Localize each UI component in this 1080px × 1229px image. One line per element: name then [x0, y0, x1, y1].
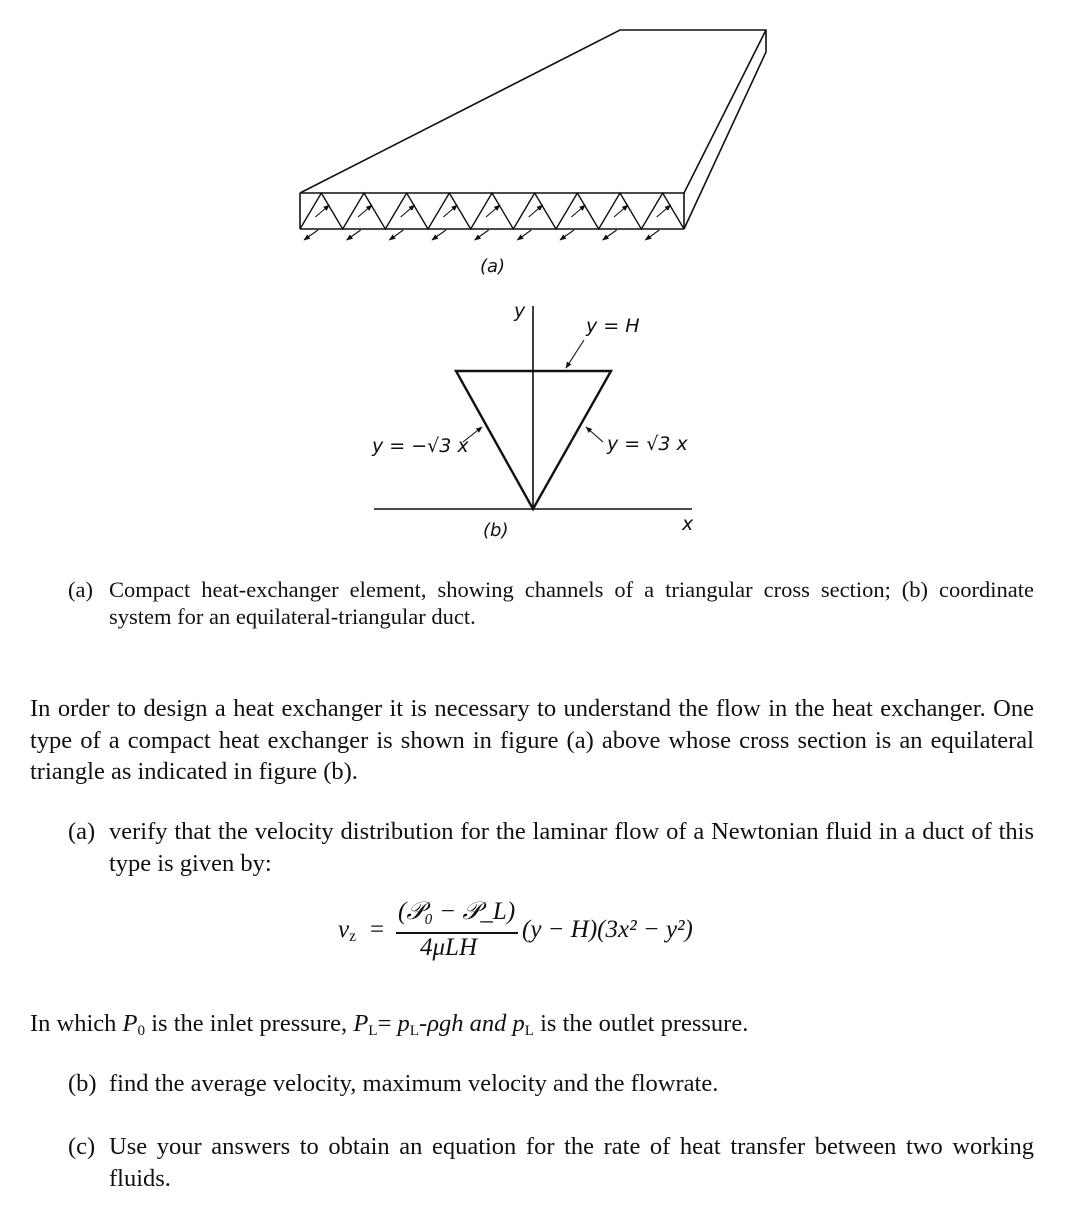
- line-top-label: y = H: [586, 315, 640, 337]
- flow-arrow-in: [657, 205, 671, 217]
- plate-outline: [300, 30, 766, 229]
- figure-a-label: (a): [480, 256, 506, 277]
- definitions-paragraph: In which $P_0$ is the inlet pressure, $P_L= p_L-\rho gh$ and $p_L$ is the outlet pressure.: [30, 1010, 749, 1039]
- caption-text: Compact heat-exchanger element, showing channels of a triangular cross section; (b) coordinate system for an equilateral-triangular duct.: [109, 577, 1034, 629]
- eq-rest: (y − H)(3x² − y²): [522, 916, 693, 943]
- flow-arrow-in: [401, 205, 415, 217]
- figure-caption: [68, 576, 1034, 630]
- flow-arrow-in: [358, 205, 372, 217]
- channel-zigzag: [300, 193, 684, 229]
- part-b: [68, 1068, 1034, 1100]
- coordinate-figure: [0, 290, 1080, 550]
- flow-arrow-in: [315, 205, 329, 217]
- flow-arrow-in: [614, 205, 628, 217]
- y-axis-label: y: [514, 300, 526, 322]
- eq-equals: =: [370, 916, 385, 943]
- pointer-right: [586, 427, 603, 442]
- eq-numerator: (𝒫₀ − 𝒫_L): [398, 898, 516, 925]
- part-c-tag: (c): [68, 1133, 96, 1160]
- line-right-label: y = √3 x: [607, 433, 688, 455]
- part-b-text: find the average velocity, maximum velocity and the flowrate.: [109, 1070, 719, 1097]
- flow-arrow-in: [571, 205, 585, 217]
- flow-arrow-in: [486, 205, 500, 217]
- flow-arrow-out: [645, 230, 659, 240]
- flow-arrow-out: [432, 230, 446, 240]
- caption-tag: (a): [68, 577, 93, 602]
- flow-arrow-in: [443, 205, 457, 217]
- flow-arrow-out: [475, 230, 489, 240]
- part-a: [68, 816, 1034, 879]
- flow-arrow-out: [389, 230, 403, 240]
- flow-arrow-out: [560, 230, 574, 240]
- flow-arrow-out: [517, 230, 531, 240]
- heat-exchanger-figure: [0, 0, 1080, 290]
- part-a-text: verify that the velocity distribution for the laminar flow of a Newtonian fluid in a duct of this type is given by:: [109, 818, 1034, 877]
- x-axis-label: x: [682, 513, 694, 535]
- part-c-text: Use your answers to obtain an equation for the rate of heat transfer between two working fluids.: [109, 1133, 1034, 1192]
- part-a-tag: (a): [68, 818, 96, 845]
- pointer-top: [566, 340, 584, 368]
- part-c: [68, 1131, 1034, 1194]
- triangular-channels: [300, 193, 684, 229]
- flow-arrow-in: [529, 205, 543, 217]
- eq-denominator: 4μLH: [420, 934, 478, 961]
- flow-arrow-out: [347, 230, 361, 240]
- eq-lhs: $v_z$: [338, 916, 356, 945]
- figure-b-label: (b): [483, 520, 509, 541]
- flow-arrows: [304, 205, 671, 240]
- line-left-label: y = −√3 x: [372, 435, 469, 457]
- part-b-tag: (b): [68, 1070, 97, 1097]
- velocity-equation: [338, 898, 778, 970]
- flow-arrow-out: [603, 230, 617, 240]
- intro-paragraph: In order to design a heat exchanger it is necessary to understand the flow in the heat exchanger. One type of a compact heat exchanger is shown in figure (a) above whose cross section is an equilateral triangle as indicated in figure (b).: [30, 695, 1034, 785]
- flow-arrow-out: [304, 230, 318, 240]
